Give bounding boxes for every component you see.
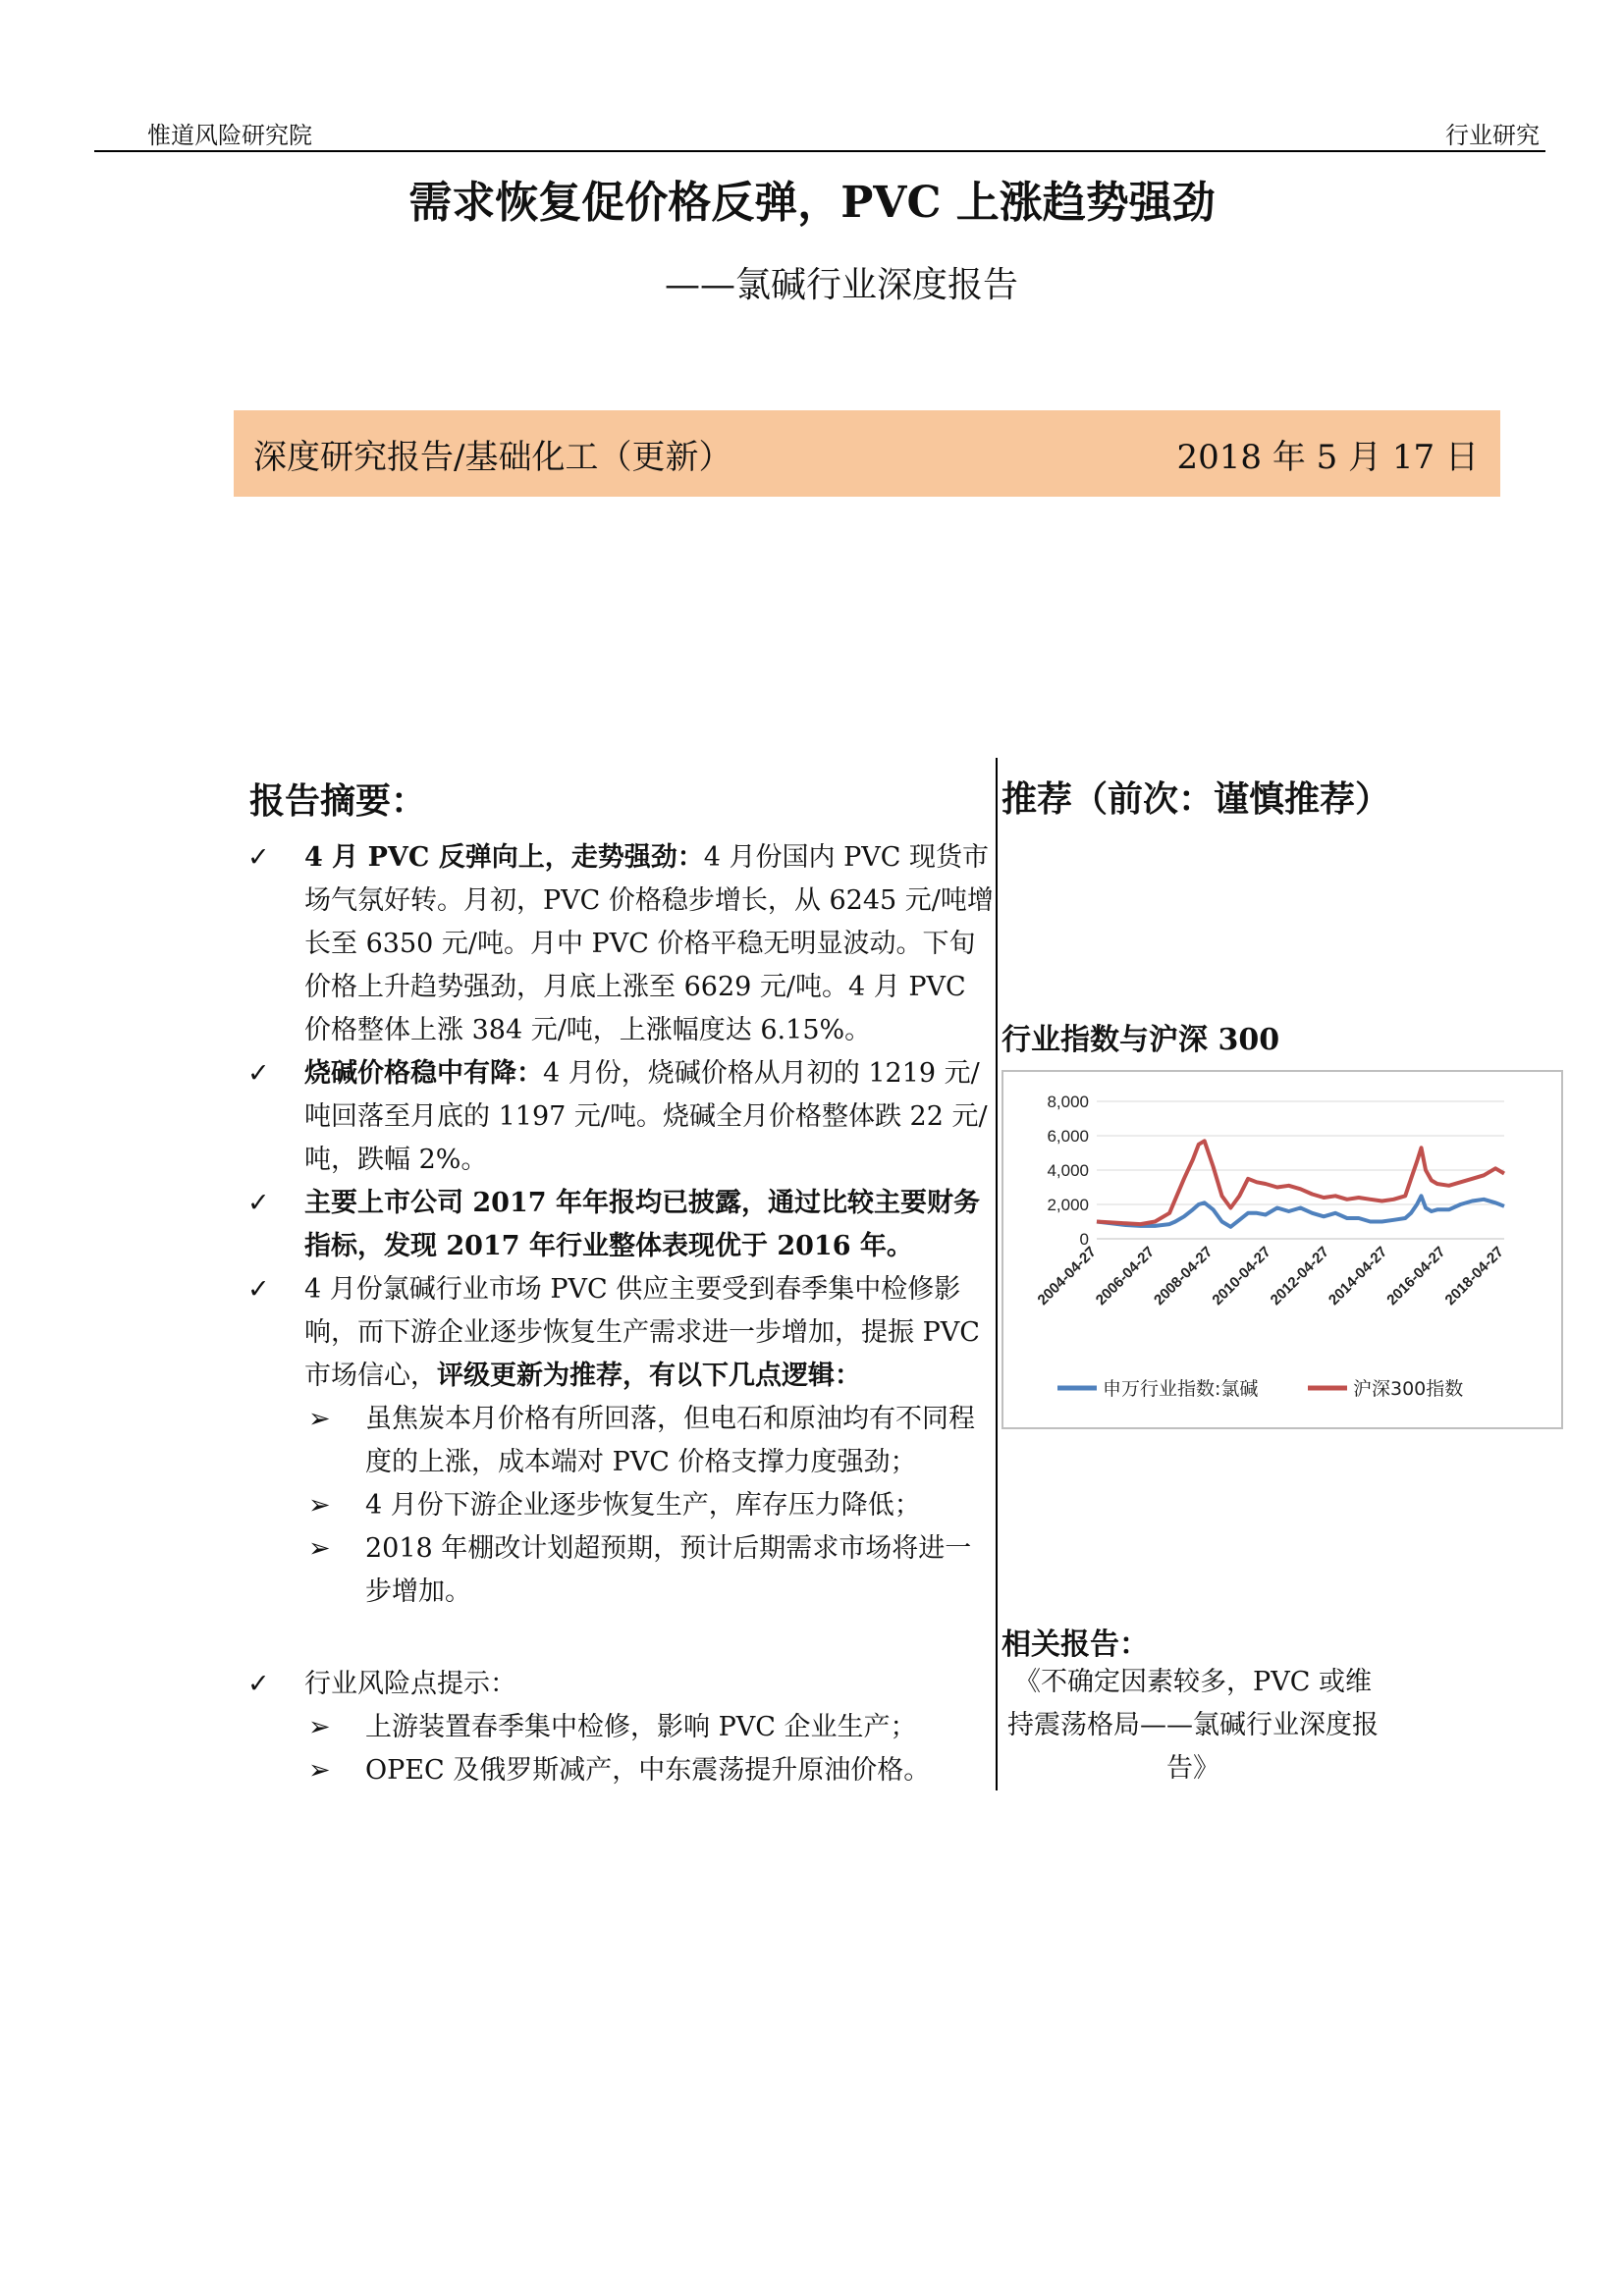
logic-point	[247, 1398, 994, 1484]
check-icon: ✓	[247, 1058, 270, 1089]
y-tick-label: 8,000	[1047, 1093, 1089, 1111]
report-date: 2018 年 5 月 17 日	[1176, 438, 1479, 477]
chart-heading: 行业指数与沪深 300	[1001, 1023, 1280, 1057]
logic-point	[247, 1484, 994, 1527]
summary-item-bold: 评级更新为推荐，有以下几点逻辑：	[437, 1361, 861, 1391]
report-subtitle: ——氯碱行业深度报告	[664, 265, 1018, 305]
legend-label: 沪深300指数	[1353, 1378, 1464, 1400]
summary-item	[247, 1268, 994, 1398]
summary-item-text: 4 月份国内 PVC 现货市场气氛好转。月初，PVC 价格稳步增长，从 6245 元/吨增长至 6350 元/吨。月中 PVC 价格平稳无明显波动。下旬价格上升趋势强劲，月底上涨至 6629 元/吨。4 月 PVC 价格整体上涨 384 元/吨，上涨幅度达 6.15%。	[304, 842, 994, 1045]
summary-item	[247, 1052, 994, 1182]
risk-point-text: 上游装置春季集中检修，影响 PVC 企业生产；	[365, 1712, 917, 1742]
arrow-icon: ➢	[308, 1404, 331, 1434]
series-line	[1097, 1141, 1504, 1224]
logic-point-text: 4 月份下游企业逐步恢复生产，库存压力降低；	[365, 1490, 921, 1521]
summary-heading: 报告摘要：	[249, 780, 427, 822]
x-tick-label: 2006-04-27	[1092, 1243, 1159, 1309]
related-heading: 相关报告：	[1001, 1628, 1149, 1662]
x-tick-label: 2016-04-27	[1383, 1243, 1449, 1309]
summary-item-bold: 主要上市公司 2017 年年报均已披露，通过比较主要财务指标，发现 2017 年行业整体表现优于 2016 年。	[304, 1188, 980, 1261]
summary-list	[247, 836, 994, 1792]
header-category: 行业研究	[1445, 122, 1540, 149]
y-tick-label: 2,000	[1047, 1196, 1089, 1214]
summary-item	[247, 836, 994, 1052]
check-icon: ✓	[247, 1188, 270, 1218]
summary-item-bold: 4 月 PVC 反弹向上，走势强劲：	[304, 842, 704, 873]
arrow-icon: ➢	[308, 1755, 331, 1786]
check-icon: ✓	[247, 842, 270, 873]
spacer	[247, 1614, 994, 1663]
x-tick-label: 2008-04-27	[1151, 1243, 1217, 1309]
column-divider	[996, 758, 998, 1790]
y-tick-label: 6,000	[1047, 1127, 1089, 1146]
logic-point	[247, 1527, 994, 1614]
logic-point-text: 2018 年棚改计划超预期，预计后期需求市场将进一步增加。	[365, 1533, 972, 1607]
risk-point	[247, 1706, 994, 1749]
x-tick-label: 2012-04-27	[1267, 1243, 1332, 1309]
index-chart-svg	[1003, 1072, 1561, 1427]
x-tick-label: 2018-04-27	[1441, 1243, 1507, 1309]
x-tick-label: 2014-04-27	[1325, 1243, 1391, 1309]
recommendation: 推荐（前次：谨慎推荐）	[1001, 778, 1391, 820]
legend-label: 申万行业指数:氯碱	[1103, 1378, 1259, 1400]
risk-point-text: OPEC 及俄罗斯减产，中东震荡提升原油价格。	[365, 1755, 931, 1786]
arrow-icon: ➢	[308, 1712, 331, 1742]
summary-item-text: 4 月份氯碱行业市场 PVC 供应主要受到春季集中检修影响，而下游企业逐步恢复生产需求进一步增加，提振 PVC 市场信心，	[304, 1274, 980, 1391]
report-banner	[234, 410, 1500, 497]
risk-point	[247, 1749, 994, 1792]
related-report: 《不确定因素较多，PVC 或维持震荡格局——氯碱行业深度报告》	[1007, 1667, 1379, 1784]
summary-item	[247, 1663, 994, 1706]
summary-item-text: 4 月份，烧碱价格从月初的 1219 元/吨回落至月底的 1197 元/吨。烧碱全月价格整体跌 22 元/吨，跌幅 2%。	[304, 1058, 988, 1175]
header-org: 惟道风险研究院	[147, 122, 312, 149]
check-icon: ✓	[247, 1274, 270, 1305]
summary-item	[247, 1182, 994, 1268]
header-divider	[94, 150, 1545, 152]
arrow-icon: ➢	[308, 1490, 331, 1521]
check-icon: ✓	[247, 1669, 270, 1699]
x-tick-label: 2004-04-27	[1034, 1243, 1100, 1309]
arrow-icon: ➢	[308, 1533, 331, 1564]
y-tick-label: 0	[1079, 1230, 1089, 1249]
index-chart	[1001, 1070, 1563, 1429]
x-tick-label: 2010-04-27	[1209, 1243, 1274, 1309]
y-tick-label: 4,000	[1047, 1161, 1089, 1180]
summary-item-bold: 烧碱价格稳中有降：	[304, 1058, 543, 1089]
report-type: 深度研究报告/基础化工（更新）	[253, 438, 732, 477]
report-title: 需求恢复促价格反弹，PVC 上涨趋势强劲	[408, 178, 1216, 228]
logic-point-text: 虽焦炭本月价格有所回落，但电石和原油均有不同程度的上涨，成本端对 PVC 价格支撑力度强劲；	[365, 1404, 975, 1477]
summary-item-text: 行业风险点提示：	[304, 1669, 516, 1699]
